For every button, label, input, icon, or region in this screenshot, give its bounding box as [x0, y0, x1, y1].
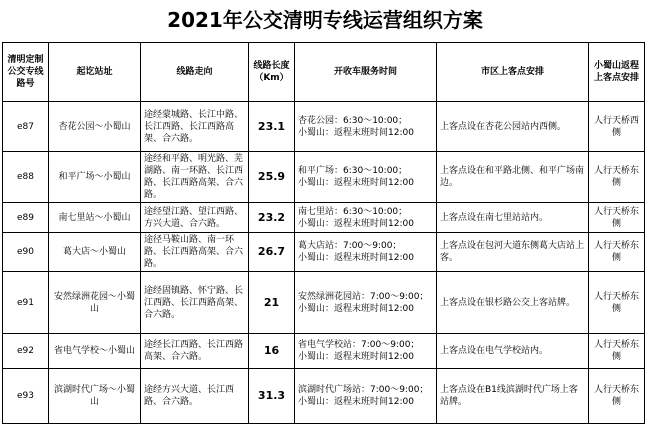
service-time-start: 安然绿洲花园站：7:00～9:00； — [298, 291, 429, 302]
header-direction: 线路走向 — [141, 43, 249, 102]
length-cell: 23.2 — [249, 203, 295, 233]
header-city-boarding: 市区上客点安排 — [437, 43, 589, 102]
stations-cell: 杏花公园～小蜀山 — [49, 102, 141, 152]
length-cell: 25.9 — [249, 152, 295, 203]
service-time-return: 小蜀山：返程末班时间12:00 — [298, 253, 414, 263]
service-time-return: 小蜀山：返程末班时间12:00 — [298, 303, 414, 314]
length-cell: 23.1 — [249, 102, 295, 152]
stations-cell: 南七里站～小蜀山 — [49, 203, 141, 233]
table-row — [3, 203, 645, 233]
direction-cell: 途经方兴大道、长江西路、合六路。 — [141, 369, 249, 424]
stations-cell: 省电气学校～小蜀山 — [49, 334, 141, 369]
page-title: 2021年公交清明专线运营组织方案 — [167, 8, 483, 32]
city-boarding-cell: 上客点设在和平路北侧、和平广场南边。 — [437, 152, 589, 203]
city-boarding-cell: 上客点设在银杉路公交上客站牌。 — [437, 272, 589, 334]
return-boarding-cell: 人行天桥东侧 — [589, 152, 645, 203]
return-boarding-cell: 人行天桥东侧 — [589, 272, 645, 334]
direction-cell: 途经和平路、明光路、芜湖路、南一环路、长江西路、长江西路高架、合六路。 — [141, 152, 249, 203]
route-no-cell: e88 — [3, 152, 49, 203]
length-cell: 21 — [249, 272, 295, 334]
city-boarding-cell: 上客点设在包河大道东侧葛大店站上客。 — [437, 233, 589, 272]
route-no-cell: e91 — [3, 272, 49, 334]
table-row — [3, 102, 645, 152]
stations-cell: 滨湖时代广场～小蜀山 — [49, 369, 141, 424]
table-row — [3, 334, 645, 369]
service-time-cell — [295, 369, 437, 424]
stations-cell: 安然绿洲花园～小蜀山 — [49, 272, 141, 334]
route-no-cell: e92 — [3, 334, 49, 369]
direction-cell: 途经蒙城路、长江中路、长江西路、长江西路高架、合六路。 — [141, 102, 249, 152]
city-boarding-cell: 上客点设在B1线滨湖时代广场上客站牌。 — [437, 369, 589, 424]
service-time-return: 小蜀山：返程末班时间12:00 — [298, 397, 414, 407]
service-time-cell — [295, 334, 437, 369]
return-boarding-cell: 人行天桥东侧 — [589, 203, 645, 233]
city-boarding-cell: 上客点设在南七里站站内。 — [437, 203, 589, 233]
return-boarding-cell: 人行天桥东侧 — [589, 334, 645, 369]
header-route-no: 清明定制公交专线路号 — [3, 43, 49, 102]
city-boarding-cell: 上客点设在杏花公园站内西侧。 — [437, 102, 589, 152]
length-cell: 16 — [249, 334, 295, 369]
direction-cell: 途经长江西路、长江西路高架、合六路。 — [141, 334, 249, 369]
service-time-start: 葛大店站：7:00～9:00； — [298, 241, 402, 251]
service-time-return: 小蜀山：返程末班时间12:00 — [298, 218, 414, 229]
table-row — [3, 272, 645, 334]
service-time-return: 小蜀山：返程末班时间12:00 — [298, 352, 414, 362]
header-row — [3, 43, 645, 102]
header-length: 线路长度（Km） — [249, 43, 295, 102]
service-time-start: 省电气学校站：7:00～9:00； — [298, 340, 420, 350]
direction-cell: 途经望江路、望江西路、方兴大道、合六路。 — [141, 203, 249, 233]
service-time-cell — [295, 152, 437, 203]
route-no-cell: e93 — [3, 369, 49, 424]
route-table — [2, 42, 645, 424]
service-time-start: 和平广场：6:30～10:00； — [298, 166, 408, 176]
service-time-start: 滨湖时代广场站：7:00～9:00； — [298, 385, 429, 395]
route-no-cell: e90 — [3, 233, 49, 272]
table-row — [3, 233, 645, 272]
length-cell: 26.7 — [249, 233, 295, 272]
service-time-start: 南七里站：6:30～10:00； — [298, 206, 408, 217]
direction-cell: 途经固镇路、怀宁路、长江西路、长江西路高架、合六路。 — [141, 272, 249, 334]
direction-cell: 途径马鞍山路、南一环路、长江西路高架、合六路。 — [141, 233, 249, 272]
service-time-cell — [295, 233, 437, 272]
service-time-cell — [295, 272, 437, 334]
service-time-cell — [295, 203, 437, 233]
header-stations: 起讫站址 — [49, 43, 141, 102]
return-boarding-cell: 人行天桥东侧 — [589, 233, 645, 272]
return-boarding-cell: 人行天桥西侧 — [589, 102, 645, 152]
table-row — [3, 152, 645, 203]
table-row — [3, 369, 645, 424]
length-cell: 31.3 — [249, 369, 295, 424]
service-time-return: 小蜀山：返程末班时间12:00 — [298, 127, 414, 138]
stations-cell: 和平广场～小蜀山 — [49, 152, 141, 203]
stations-cell: 葛大店～小蜀山 — [49, 233, 141, 272]
city-boarding-cell: 上客点设在电气学校站内。 — [437, 334, 589, 369]
service-time-return: 小蜀山：返程末班时间12:00 — [298, 178, 414, 188]
service-time-start: 杏花公园：6:30～10:00； — [298, 115, 408, 126]
header-service-time: 开收车服务时间 — [295, 43, 437, 102]
route-no-cell: e89 — [3, 203, 49, 233]
route-no-cell: e87 — [3, 102, 49, 152]
service-time-cell — [295, 102, 437, 152]
header-return-boarding: 小蜀山返程上客点安排 — [589, 43, 645, 102]
return-boarding-cell: 人行天桥东侧 — [589, 369, 645, 424]
